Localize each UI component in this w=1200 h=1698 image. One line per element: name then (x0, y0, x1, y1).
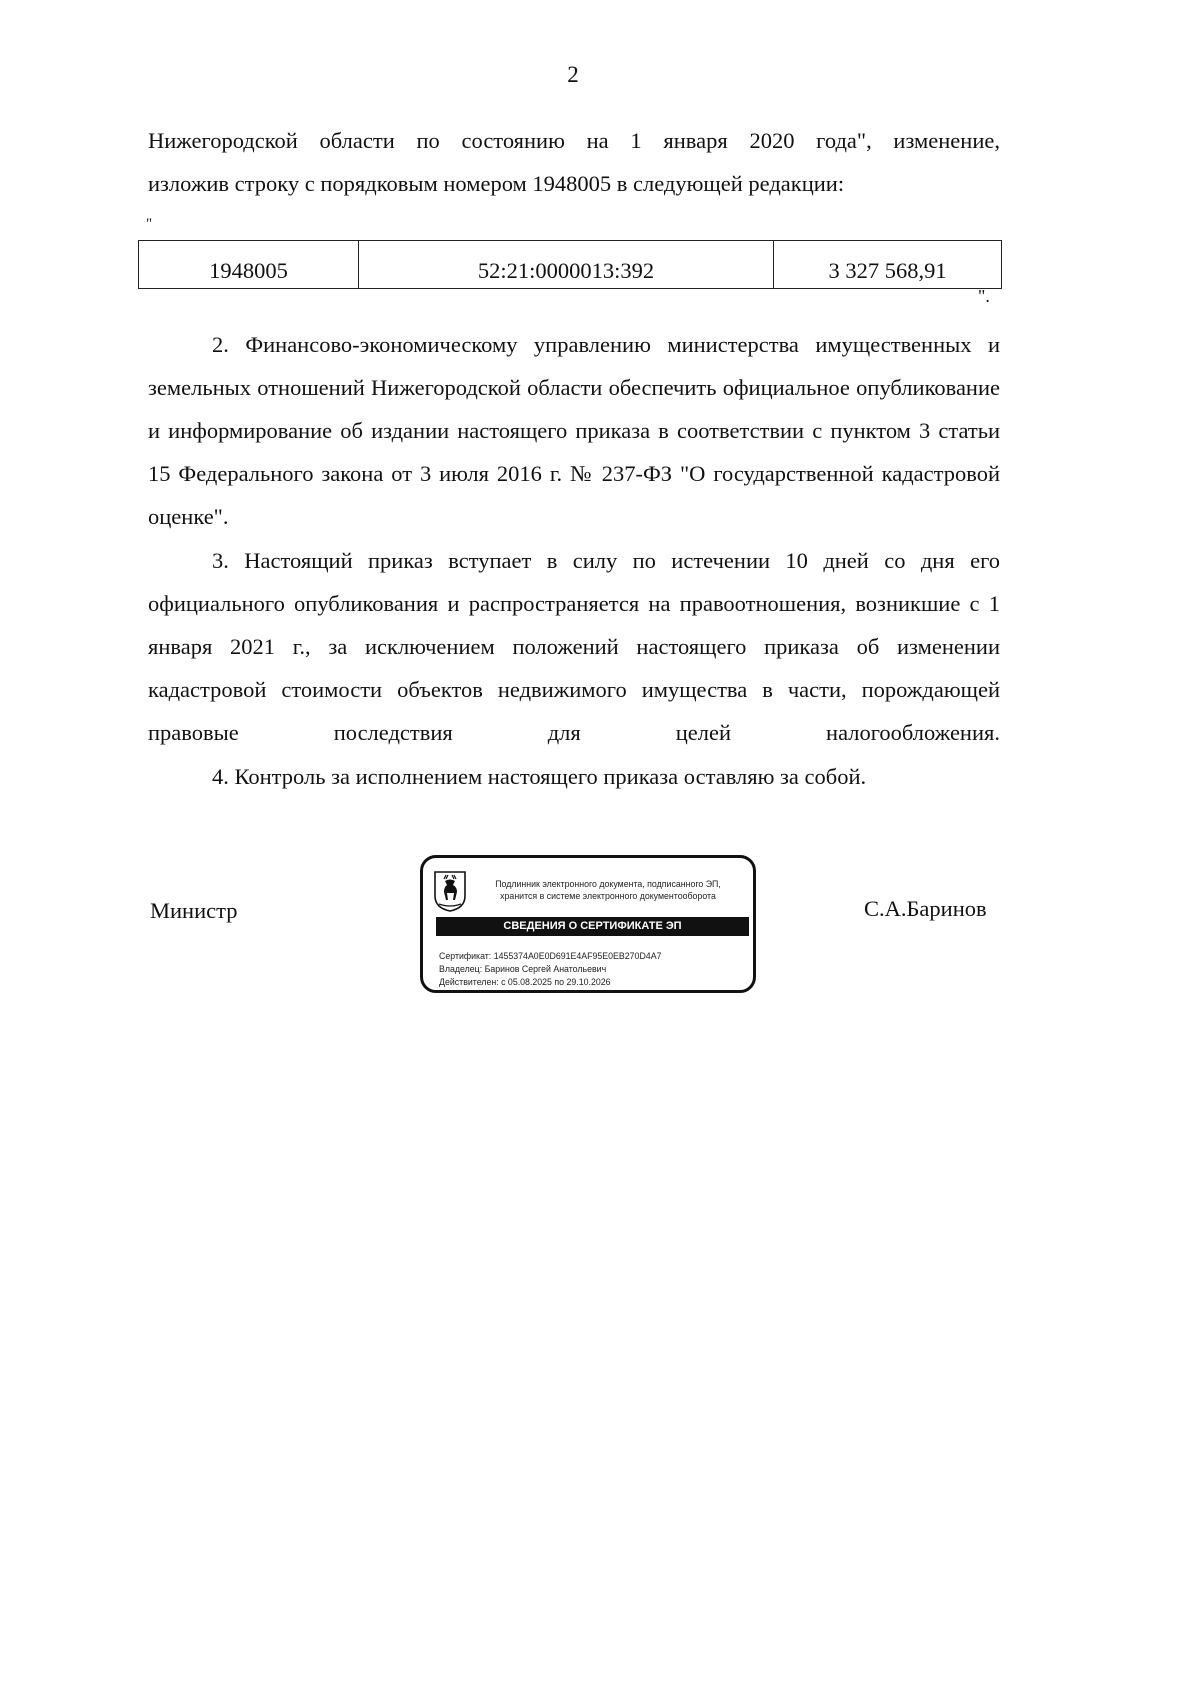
page-number: 2 (567, 62, 579, 87)
signatory-name: С.А.Баринов (864, 896, 987, 921)
table-row (139, 241, 1002, 289)
cadastral-table (138, 240, 1002, 289)
cadastral-value-cell: 3 327 568,91 (774, 241, 1002, 289)
electronic-signature-stamp (420, 855, 756, 993)
stamp-owner: Владелец: Баринов Сергей Анатольевич (439, 964, 607, 974)
signatory-title: Министр (150, 898, 238, 923)
stamp-validity: Действителен: с 05.08.2025 по 29.10.2026 (439, 977, 611, 987)
stamp-certificate: Сертификат: 1455374A0E0D691E4AF95E0EB270D4A7 (439, 951, 662, 961)
stamp-title-bar: СВЕДЕНИЯ О СЕРТИФИКАТЕ ЭП (436, 917, 749, 936)
stamp-header-line-2: хранится в системе электронного документооборота (500, 891, 716, 901)
stamp-header (473, 878, 743, 902)
stamp-header-line-1: Подлинник электронного документа, подписанного ЭП, (495, 879, 721, 889)
close-quote: ". (978, 286, 990, 306)
intro-line-1: Нижегородской области по состоянию на 1 января 2020 года", изменение, (148, 128, 1000, 153)
open-quote: " (146, 216, 153, 232)
paragraph-3: 3. Настоящий приказ вступает в силу по истечении 10 дней со дня его официального опубликования и распространяется на правоотношения, возникшие с 1 января 2021 г., за исключением положений настоящего приказа об изменении кадастровой стоимости объектов недвижимого имущества в части, порождающей правовые последствия для целей налогообложения. (148, 548, 1000, 745)
cadastral-number-cell: 52:21:0000013:392 (359, 241, 774, 289)
row-number-cell: 1948005 (139, 241, 359, 289)
paragraph-2: 2. Финансово-экономическому управлению министерства имущественных и земельных отношений Нижегородской области обеспечить официальное опубликование и информирование об издании настоящего приказа в соответствии с пунктом 3 статьи 15 Федерального закона от 3 июля 2016 г. № 237-ФЗ "О государственной кадастровой оценке". (148, 332, 1000, 529)
intro-line-2: изложив строку с порядковым номером 1948005 в следующей редакции: (148, 171, 845, 196)
paragraph-4: 4. Контроль за исполнением настоящего приказа оставляю за собой. (212, 764, 867, 789)
coat-of-arms-icon (433, 870, 467, 912)
